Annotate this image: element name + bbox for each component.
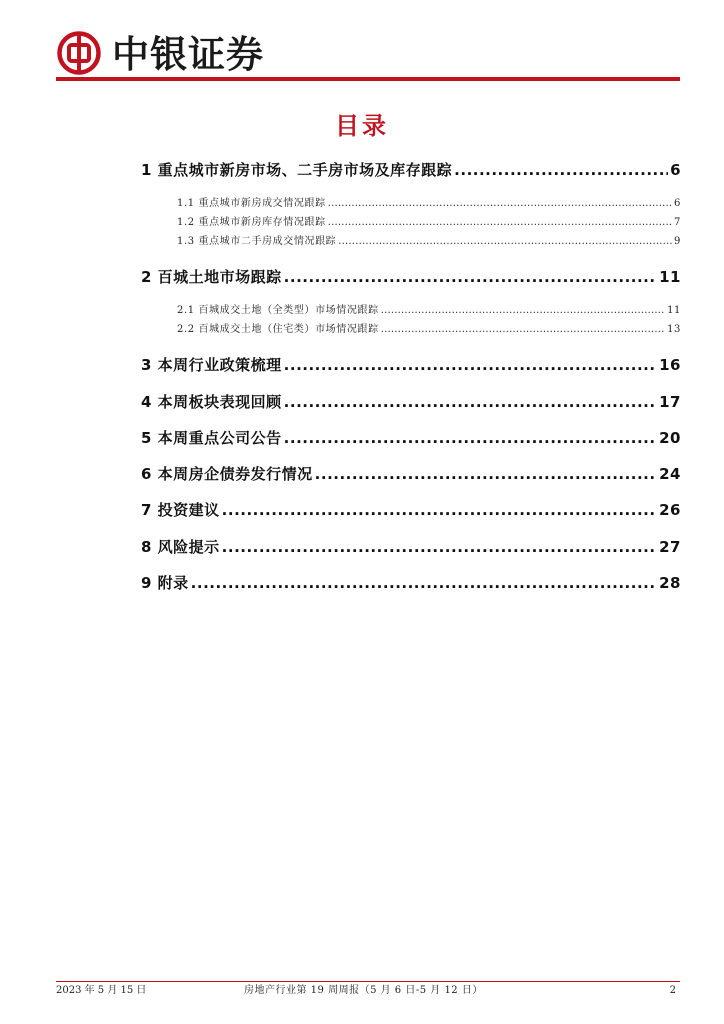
toc-entry-page: 6 <box>674 198 681 209</box>
toc-entry-label: 8 风险提示 <box>141 538 220 556</box>
toc-entry[interactable] <box>177 216 681 230</box>
page-header <box>56 28 682 82</box>
toc-entry[interactable] <box>141 355 681 375</box>
toc-entry-page: 11 <box>659 268 681 286</box>
toc-entry-page: 26 <box>659 501 681 519</box>
toc-entry[interactable] <box>141 267 681 287</box>
toc-leader-dots <box>454 160 668 180</box>
toc-entry-page: 9 <box>674 236 681 247</box>
toc-entry-page: 24 <box>659 465 681 483</box>
toc-entry-label: 9 附录 <box>141 574 189 592</box>
toc-leader-dots <box>284 428 657 448</box>
toc-leader-dots <box>381 304 665 318</box>
brand-name: 中银证券 <box>112 32 264 76</box>
toc-entry-page: 7 <box>674 217 681 228</box>
toc-entry[interactable] <box>141 428 681 448</box>
toc-entry-page: 20 <box>659 429 681 447</box>
toc-entry-page: 6 <box>670 161 681 179</box>
footer-page-number: 2 <box>669 985 676 996</box>
toc-entry-label: 1.1 重点城市新房成交情况跟踪 <box>177 198 326 209</box>
toc-entry[interactable] <box>141 464 681 484</box>
toc-entry-label: 6 本周房企债券发行情况 <box>141 465 313 483</box>
toc-entry[interactable] <box>141 573 681 593</box>
toc-entry-label: 4 本周板块表现回顾 <box>141 393 282 411</box>
toc-entry-label: 1.3 重点城市二手房成交情况跟踪 <box>177 236 337 247</box>
toc-entry[interactable] <box>141 160 681 180</box>
toc-leader-dots <box>284 392 657 412</box>
toc-entry[interactable] <box>141 537 681 557</box>
toc-entry[interactable] <box>141 392 681 412</box>
footer-divider <box>56 981 680 982</box>
bank-of-china-logo-icon <box>57 31 101 75</box>
header-divider <box>56 77 680 81</box>
toc-entry[interactable] <box>177 235 681 249</box>
toc-title: 目录 <box>335 112 389 140</box>
toc-entry-page: 16 <box>659 356 681 374</box>
toc-entry-page: 13 <box>667 324 681 335</box>
toc-leader-dots <box>284 355 657 375</box>
toc-leader-dots <box>338 235 672 249</box>
toc-entry-page: 17 <box>659 393 681 411</box>
toc-entry-label: 1 重点城市新房市场、二手房市场及库存跟踪 <box>141 161 453 179</box>
toc-entry-label: 3 本周行业政策梳理 <box>141 356 282 374</box>
toc-leader-dots <box>315 464 657 484</box>
toc-leader-dots <box>381 323 665 337</box>
toc-leader-dots <box>328 197 672 211</box>
toc-entry[interactable] <box>141 500 681 520</box>
footer-date: 2023 年 5 月 15 日 <box>56 985 147 996</box>
toc-entry-label: 7 投资建议 <box>141 501 220 519</box>
toc-leader-dots <box>222 537 657 557</box>
toc-entry[interactable] <box>177 197 681 211</box>
toc-entry-page: 27 <box>659 538 681 556</box>
footer-report-title: 房地产行业第 19 周周报（5 月 6 日-5 月 12 日） <box>244 985 483 996</box>
toc-entry-page: 11 <box>667 305 681 316</box>
toc-entry-label: 1.2 重点城市新房库存情况跟踪 <box>177 217 326 228</box>
toc-leader-dots <box>222 500 657 520</box>
toc-entry-label: 2.1 百城成交土地（全类型）市场情况跟踪 <box>177 305 379 316</box>
toc-entry-label: 2 百城土地市场跟踪 <box>141 268 282 286</box>
toc-leader-dots <box>284 267 657 287</box>
toc-entry[interactable] <box>177 323 681 337</box>
toc-entry-label: 5 本周重点公司公告 <box>141 429 282 447</box>
toc-entry[interactable] <box>177 304 681 318</box>
toc-leader-dots <box>191 573 657 593</box>
toc-leader-dots <box>328 216 672 230</box>
toc-entry-page: 28 <box>659 574 681 592</box>
toc-entry-label: 2.2 百城成交土地（住宅类）市场情况跟踪 <box>177 324 379 335</box>
